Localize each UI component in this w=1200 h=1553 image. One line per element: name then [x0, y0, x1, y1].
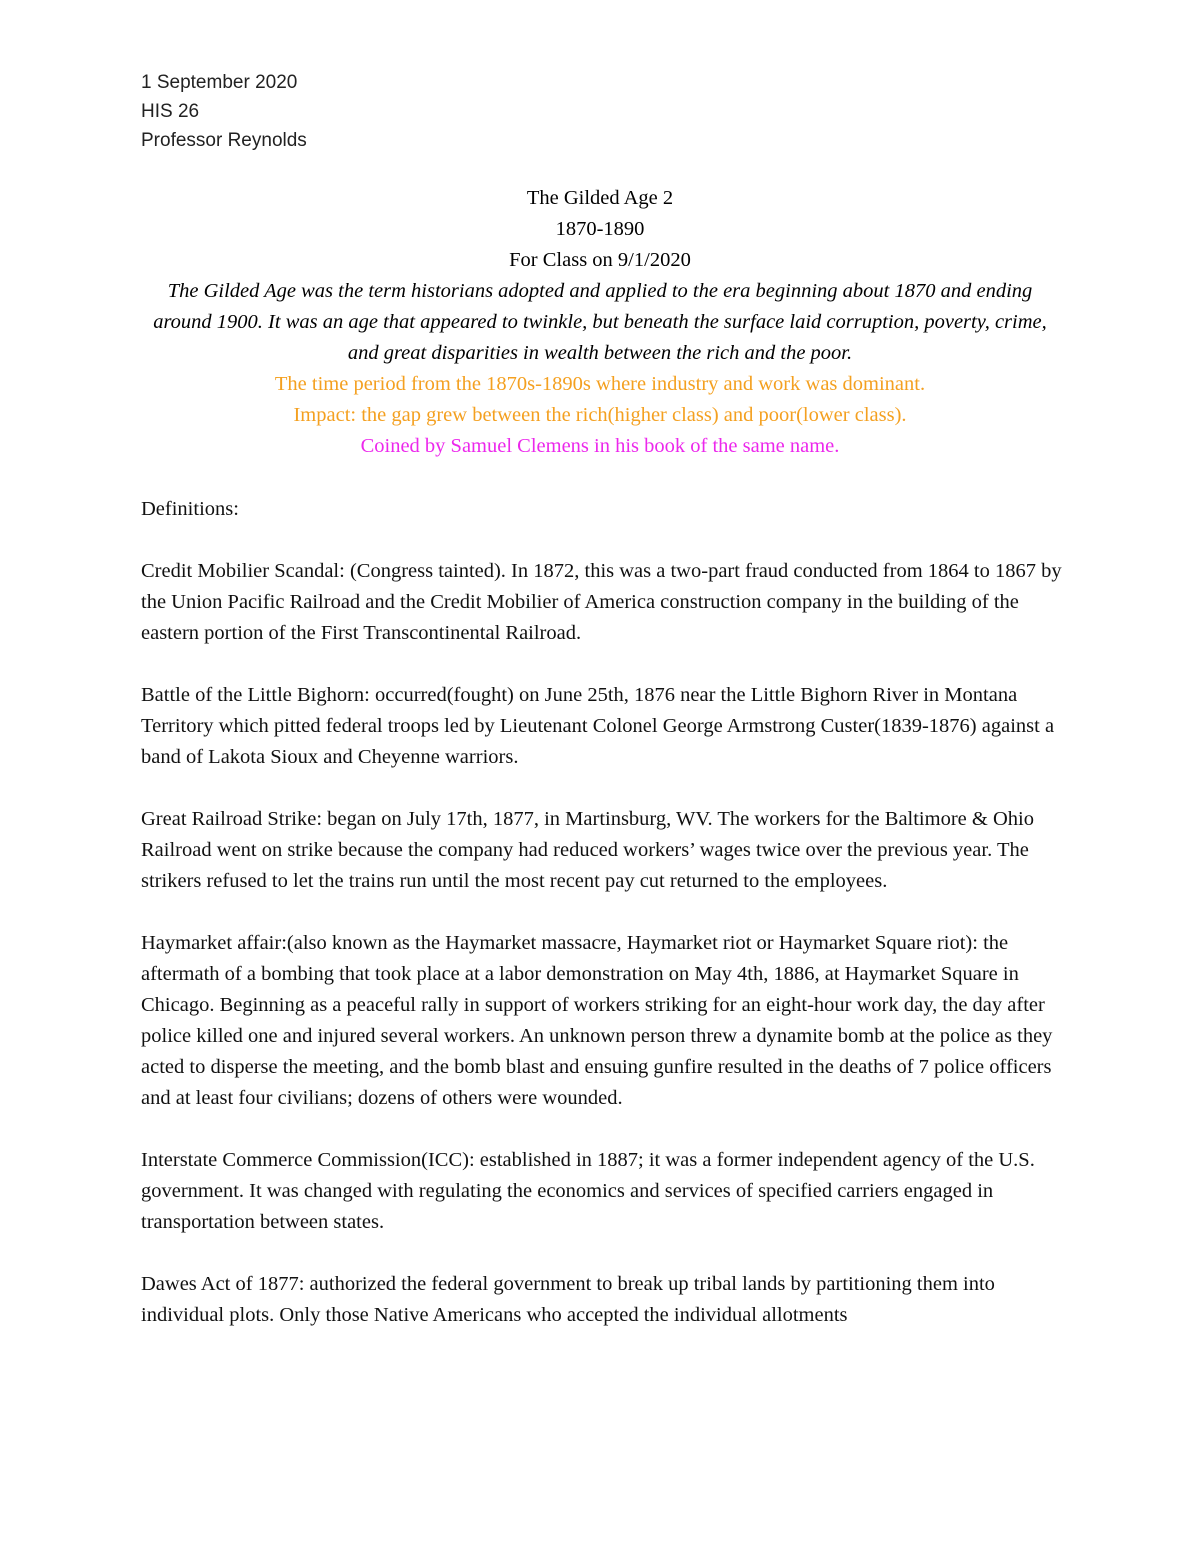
document-header	[141, 68, 307, 155]
title-years: 1870-1890	[555, 218, 645, 240]
definitions-heading: Definitions:	[141, 498, 239, 520]
note-impact: Impact: the gap grew between the rich(higher class) and poor(lower class).	[293, 404, 907, 426]
definition-great-railroad-strike: Great Railroad Strike: began on July 17th, 1877, in Martinsburg, WV. The workers for the Baltimore & Ohio Railroad went on strike because the company had reduced workers’ wages twice over the previous year. The strikers refused to let the trains run until the most recent pay cut returned to the employees.	[141, 808, 1034, 892]
title-block	[141, 183, 1059, 462]
definition-dawes-act: Dawes Act of 1877: authorized the federal government to break up tribal lands by partitioning them into individual plots. Only those Native Americans who accepted the individual allotments	[141, 1273, 995, 1326]
definition-haymarket-affair: Haymarket affair:(also known as the Haymarket massacre, Haymarket riot or Haymarket Square riot): the aftermath of a bombing that took place at a labor demonstration on May 4th, 1886, at Haymarket Square in Chicago. Beginning as a peaceful rally in support of workers striking for an eight-hour work day, the day after police killed one and injured several workers. An unknown person threw a dynamite bomb at the police as they acted to disperse the meeting, and the bomb blast and ensuing gunfire resulted in the deaths of 7 police officers and at least four civilians; dozens of others were wounded.	[141, 932, 1053, 1109]
note-time-period: The time period from the 1870s-1890s where industry and work was dominant.	[274, 373, 926, 395]
definition-credit-mobilier: Credit Mobilier Scandal: (Congress tainted). In 1872, this was a two-part fraud conducted from 1864 to 1867 by the Union Pacific Railroad and the Credit Mobilier of America construction company in the building of the eastern portion of the First Transcontinental Railroad.	[141, 560, 1062, 644]
title-class-date: For Class on 9/1/2020	[509, 249, 691, 271]
header-course: HIS 26	[141, 101, 200, 122]
header-date: 1 September 2020	[141, 72, 298, 93]
note-coined: Coined by Samuel Clemens in his book of the same name.	[360, 435, 840, 457]
intro-paragraph: The Gilded Age was the term historians adopted and applied to the era beginning about 1870 and ending around 1900. It was an age that appeared to twinkle, but beneath the surface laid corruption, poverty, crime, and great disparities in wealth between the rich and the poor.	[153, 280, 1047, 364]
definition-little-bighorn: Battle of the Little Bighorn: occurred(fought) on June 25th, 1876 near the Little Bighorn River in Montana Territory which pitted federal troops led by Lieutenant Colonel George Armstrong Custer(1839-1876) against a band of Lakota Sioux and Cheyenne warriors.	[141, 684, 1055, 768]
document-body	[141, 494, 1066, 1331]
document-title: The Gilded Age 2	[526, 187, 674, 209]
definition-icc: Interstate Commerce Commission(ICC): established in 1887; it was a former independent agency of the U.S. government. It was changed with regulating the economics and services of specified carriers engaged in transportation between states.	[141, 1149, 1035, 1233]
header-professor: Professor Reynolds	[141, 130, 307, 151]
